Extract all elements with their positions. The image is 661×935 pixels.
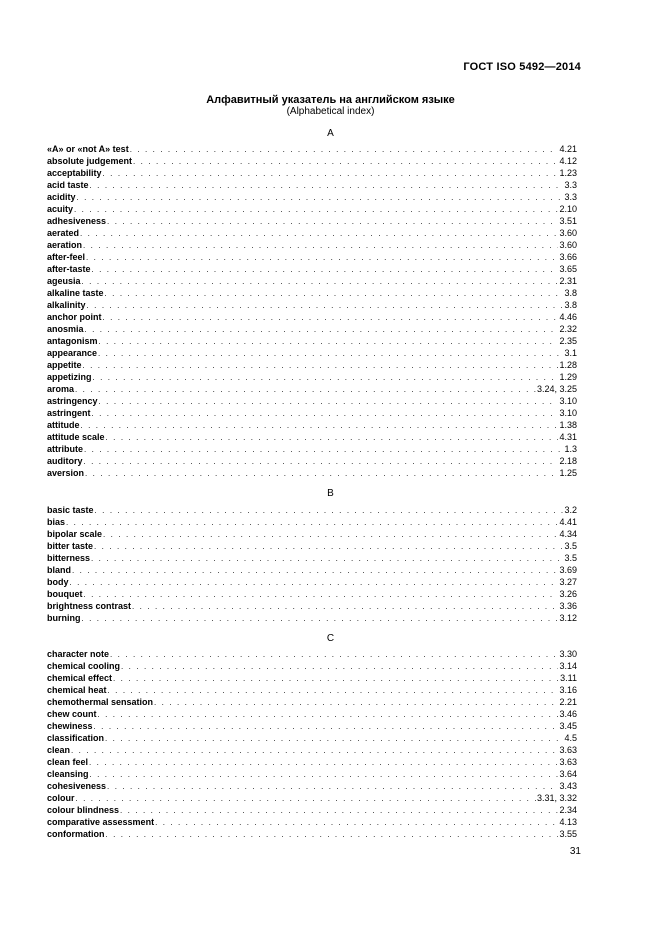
index-entry	[47, 263, 577, 275]
index-term: astringent	[47, 408, 91, 418]
index-reference: 2.34	[559, 805, 577, 815]
leader-dots	[103, 168, 559, 180]
index-entry	[47, 756, 577, 768]
index-entry	[47, 419, 577, 431]
leader-dots	[75, 384, 536, 396]
index-term: body	[47, 577, 69, 587]
index-entry	[47, 443, 577, 455]
index-term: conformation	[47, 829, 105, 839]
leader-dots	[121, 661, 558, 673]
leader-dots	[130, 144, 559, 156]
index-entry	[47, 215, 577, 227]
index-term: bouquet	[47, 589, 83, 599]
index-entry	[47, 660, 577, 672]
leader-dots	[91, 553, 563, 565]
index-reference: 3.3	[564, 192, 577, 202]
index-entry	[47, 672, 577, 684]
index-term: acidity	[47, 192, 76, 202]
index-entry	[47, 455, 577, 467]
index-reference: 3.2	[564, 505, 577, 515]
index-term: bitterness	[47, 553, 91, 563]
leader-dots	[84, 589, 559, 601]
index-entry	[47, 540, 577, 552]
index-reference: 3.5	[564, 553, 577, 563]
leader-dots	[90, 180, 564, 192]
index-entry	[47, 744, 577, 756]
index-reference: 2.18	[559, 456, 577, 466]
index-reference: 3.10	[559, 408, 577, 418]
index-term: appearance	[47, 348, 98, 358]
index-term: attitude scale	[47, 432, 105, 442]
index-term: chemical heat	[47, 685, 107, 695]
leader-dots	[95, 505, 564, 517]
index-reference: 3.11	[560, 673, 577, 683]
index-reference: 1.23	[559, 168, 577, 178]
index-reference: 1.29	[559, 372, 577, 382]
index-reference: 4.31	[559, 432, 577, 442]
index-term: chewiness	[47, 721, 93, 731]
index-reference: 4.12	[559, 156, 577, 166]
index-entry	[47, 299, 577, 311]
index-term: bipolar scale	[47, 529, 103, 539]
index-term: aversion	[47, 468, 85, 478]
index-entry	[47, 179, 577, 191]
index-term: chew count	[47, 709, 97, 719]
leader-dots	[72, 565, 558, 577]
index-term: chemothermal sensation	[47, 697, 154, 707]
leader-dots	[107, 781, 558, 793]
leader-dots	[105, 288, 564, 300]
index-term: colour	[47, 793, 75, 803]
index-term: auditory	[47, 456, 83, 466]
index-reference: 3.26	[559, 589, 577, 599]
leader-dots	[70, 577, 559, 589]
index-term: bias	[47, 517, 66, 527]
section-letter-c: C	[326, 633, 335, 644]
index-entry	[47, 612, 577, 624]
index-reference: 3.51	[559, 216, 577, 226]
leader-dots	[103, 529, 558, 541]
index-term: cleansing	[47, 769, 89, 779]
index-term: acid taste	[47, 180, 89, 190]
index-entry	[47, 239, 577, 251]
index-reference: 2.31	[559, 276, 577, 286]
index-term: astringency	[47, 396, 98, 406]
index-reference: 3.31, 3.32	[536, 793, 577, 803]
index-reference: 3.1	[564, 348, 577, 358]
leader-dots	[155, 817, 558, 829]
index-term: chemical cooling	[47, 661, 121, 671]
section-list-a	[47, 143, 577, 479]
index-entry	[47, 407, 577, 419]
leader-dots	[76, 793, 536, 805]
index-reference: 3.3	[564, 180, 577, 190]
index-entry	[47, 347, 577, 359]
index-reference: 3.55	[559, 829, 577, 839]
index-term: brightness contrast	[47, 601, 132, 611]
leader-dots	[90, 769, 559, 781]
leader-dots	[106, 432, 559, 444]
index-entry	[47, 780, 577, 792]
page-number: 31	[569, 846, 581, 857]
leader-dots	[133, 156, 558, 168]
leader-dots	[92, 408, 559, 420]
leader-dots	[83, 240, 558, 252]
index-reference: 3.66	[559, 252, 577, 262]
index-reference: 3.27	[559, 577, 577, 587]
leader-dots	[80, 228, 558, 240]
index-reference: 4.46	[559, 312, 577, 322]
leader-dots	[83, 360, 559, 372]
index-reference: 2.32	[559, 324, 577, 334]
index-entry	[47, 143, 577, 155]
index-reference: 2.35	[559, 336, 577, 346]
index-reference: 3.64	[559, 769, 577, 779]
index-reference: 4.34	[559, 529, 577, 539]
index-reference: 3.12	[559, 613, 577, 623]
index-term: adhesiveness	[47, 216, 107, 226]
index-entry	[47, 371, 577, 383]
index-term: bland	[47, 565, 71, 575]
index-reference: 4.21	[559, 144, 577, 154]
index-entry	[47, 708, 577, 720]
index-entry	[47, 395, 577, 407]
index-term: alkaline taste	[47, 288, 104, 298]
index-term: attitude	[47, 420, 80, 430]
index-term: appetite	[47, 360, 82, 370]
leader-dots	[85, 468, 558, 480]
leader-dots	[84, 456, 559, 468]
index-entry	[47, 227, 577, 239]
index-reference: 2.10	[559, 204, 577, 214]
index-reference: 1.3	[564, 444, 577, 454]
leader-dots	[110, 649, 558, 661]
index-entry	[47, 732, 577, 744]
index-reference: 3.30	[559, 649, 577, 659]
index-reference: 4.5	[564, 733, 577, 743]
index-term: aroma	[47, 384, 75, 394]
index-term: aeration	[47, 240, 83, 250]
leader-dots	[89, 757, 558, 769]
index-reference: 1.38	[559, 420, 577, 430]
index-entry	[47, 251, 577, 263]
index-entry	[47, 804, 577, 816]
index-subtitle: (Alphabetical index)	[286, 106, 375, 117]
index-term: chemical effect	[47, 673, 113, 683]
index-reference: 3.8	[564, 288, 577, 298]
index-term: aerated	[47, 228, 80, 238]
index-term: clean feel	[47, 757, 89, 767]
section-letter-b: B	[327, 488, 334, 499]
index-entry	[47, 191, 577, 203]
leader-dots	[98, 348, 563, 360]
leader-dots	[84, 444, 563, 456]
index-reference: 3.45	[559, 721, 577, 731]
index-entry	[47, 768, 577, 780]
leader-dots	[86, 252, 558, 264]
index-reference: 3.69	[559, 565, 577, 575]
standard-designation: ГОСТ ISO 5492—2014	[463, 61, 581, 73]
index-reference: 4.41	[559, 517, 577, 527]
index-reference: 2.21	[559, 697, 577, 707]
index-term: cohesiveness	[47, 781, 107, 791]
index-entry	[47, 816, 577, 828]
index-entry	[47, 696, 577, 708]
leader-dots	[107, 216, 558, 228]
leader-dots	[99, 336, 559, 348]
leader-dots	[108, 685, 559, 697]
index-entry	[47, 684, 577, 696]
index-entry	[47, 504, 577, 516]
index-reference: 4.13	[559, 817, 577, 827]
index-reference: 3.60	[559, 240, 577, 250]
leader-dots	[87, 300, 564, 312]
leader-dots	[113, 673, 559, 685]
index-entry	[47, 648, 577, 660]
index-term: alkalinity	[47, 300, 86, 310]
index-term: «A» or «not A» test	[47, 144, 129, 154]
index-reference: 3.5	[564, 541, 577, 551]
index-entry	[47, 467, 577, 479]
leader-dots	[82, 276, 559, 288]
index-reference: 3.63	[559, 757, 577, 767]
index-reference: 3.43	[559, 781, 577, 791]
index-term: anosmia	[47, 324, 84, 334]
index-term: attribute	[47, 444, 83, 454]
index-term: appetizing	[47, 372, 92, 382]
leader-dots	[92, 264, 559, 276]
leader-dots	[77, 192, 564, 204]
index-term: clean	[47, 745, 71, 755]
index-reference: 3.60	[559, 228, 577, 238]
index-reference: 3.14	[559, 661, 577, 671]
section-list-c	[47, 648, 577, 840]
index-reference: 3.46	[559, 709, 577, 719]
section-list-b	[47, 504, 577, 624]
index-entry	[47, 552, 577, 564]
index-entry	[47, 203, 577, 215]
index-term: after-taste	[47, 264, 91, 274]
leader-dots	[103, 312, 559, 324]
index-term: ageusia	[47, 276, 81, 286]
index-entry	[47, 311, 577, 323]
index-entry	[47, 335, 577, 347]
index-entry	[47, 155, 577, 167]
leader-dots	[99, 396, 559, 408]
index-reference: 3.8	[564, 300, 577, 310]
index-reference: 3.36	[559, 601, 577, 611]
leader-dots	[94, 541, 563, 553]
leader-dots	[85, 324, 559, 336]
leader-dots	[94, 721, 559, 733]
index-reference: 3.24, 3.25	[536, 384, 577, 394]
index-term: character note	[47, 649, 110, 659]
index-entry	[47, 431, 577, 443]
index-entry	[47, 828, 577, 840]
index-entry	[47, 275, 577, 287]
index-term: bitter taste	[47, 541, 94, 551]
index-entry	[47, 564, 577, 576]
index-entry	[47, 323, 577, 335]
index-term: acceptability	[47, 168, 102, 178]
index-term: acuity	[47, 204, 74, 214]
leader-dots	[154, 697, 558, 709]
leader-dots	[105, 733, 563, 745]
index-entry	[47, 576, 577, 588]
index-term: comparative assessment	[47, 817, 155, 827]
leader-dots	[71, 745, 558, 757]
index-reference: 1.28	[559, 360, 577, 370]
index-entry	[47, 383, 577, 395]
leader-dots	[82, 613, 559, 625]
index-entry	[47, 792, 577, 804]
index-reference: 3.63	[559, 745, 577, 755]
index-entry	[47, 720, 577, 732]
leader-dots	[66, 517, 558, 529]
leader-dots	[93, 372, 559, 384]
index-term: antagonism	[47, 336, 98, 346]
index-entry	[47, 516, 577, 528]
index-term: anchor point	[47, 312, 102, 322]
index-term: after-feel	[47, 252, 86, 262]
index-reference: 1.25	[559, 468, 577, 478]
leader-dots	[120, 805, 558, 817]
index-term: colour blindness	[47, 805, 120, 815]
index-term: classification	[47, 733, 105, 743]
leader-dots	[132, 601, 558, 613]
leader-dots	[106, 829, 559, 841]
index-term: burning	[47, 613, 81, 623]
index-reference: 3.10	[559, 396, 577, 406]
index-entry	[47, 600, 577, 612]
index-reference: 3.65	[559, 264, 577, 274]
leader-dots	[98, 709, 559, 721]
index-term: basic taste	[47, 505, 94, 515]
section-letter-a: A	[327, 128, 334, 139]
index-reference: 3.16	[559, 685, 577, 695]
index-entry	[47, 287, 577, 299]
index-entry	[47, 588, 577, 600]
index-entry	[47, 167, 577, 179]
index-entry	[47, 359, 577, 371]
leader-dots	[74, 204, 558, 216]
leader-dots	[81, 420, 559, 432]
index-entry	[47, 528, 577, 540]
index-title: Алфавитный указатель на английском языке	[206, 94, 455, 106]
index-term: absolute judgement	[47, 156, 133, 166]
